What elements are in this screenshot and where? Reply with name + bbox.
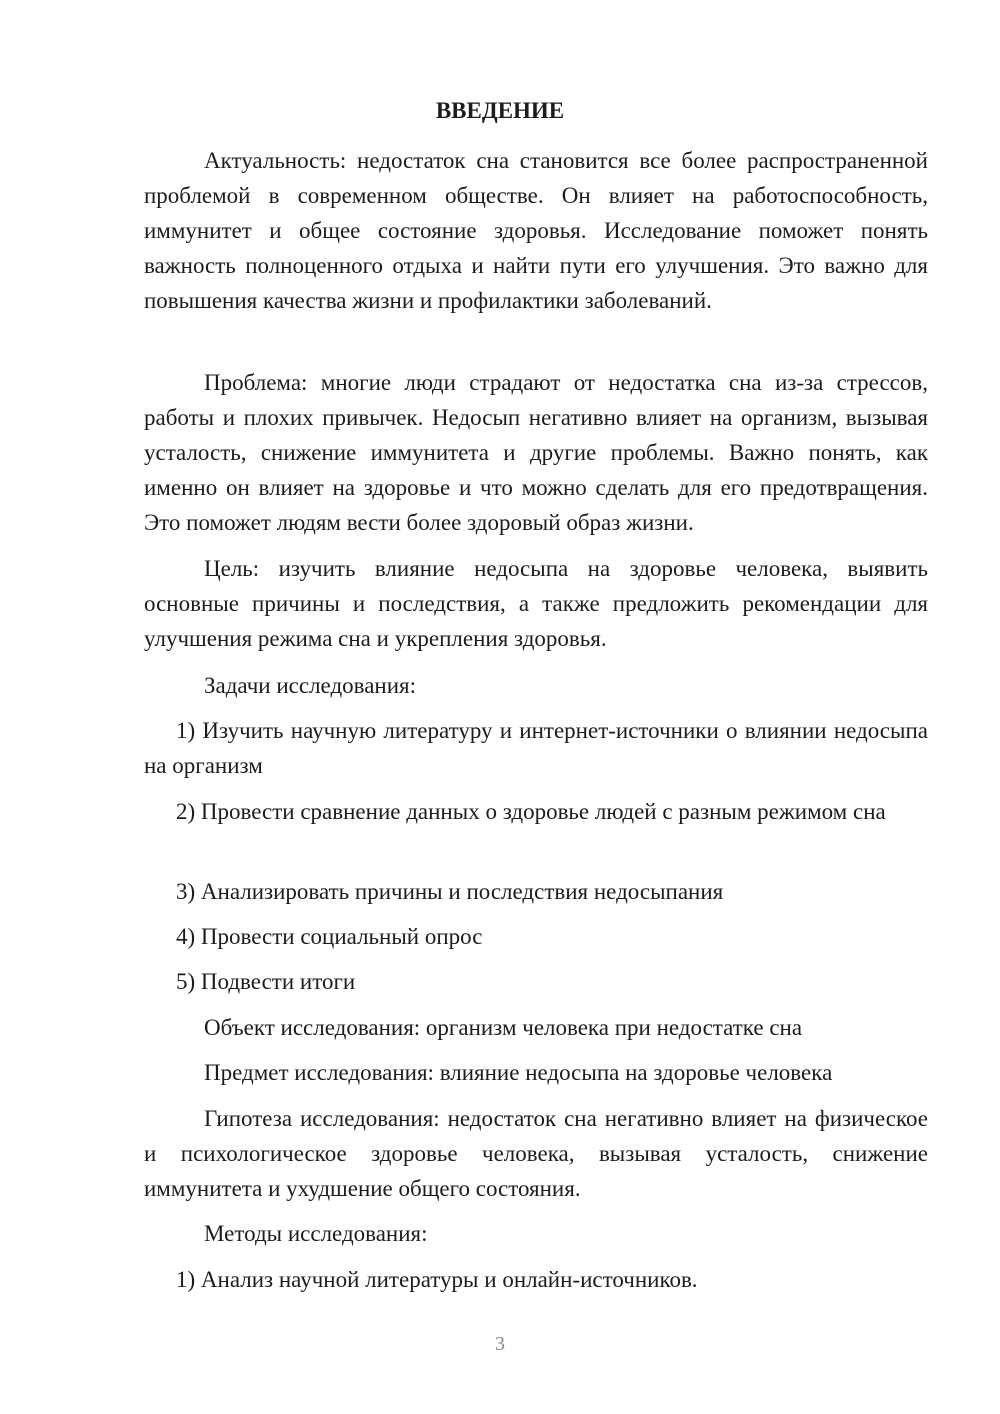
task-item-3: 3) Анализировать причины и последствия недосыпания	[176, 879, 724, 904]
tasks-heading: Задачи исследования:	[204, 673, 417, 698]
page-number: 3	[495, 1333, 505, 1355]
task-item-4: 4) Провести социальный опрос	[176, 924, 483, 949]
methods-heading: Методы исследования:	[204, 1221, 428, 1246]
problem-paragraph: Проблема: многие люди страдают от недостатка сна из-за стрессов, работы и плохих привычек. Недосып негативно влияет на организм, вызывая усталость, снижение иммунитета и другие проблемы. Важно понять, как именно он влияет на здоровье и что можно сделать для его предотвращения. Это поможет людям вести более здоровый образ жизни.	[144, 370, 928, 535]
research-subject: Предмет исследования: влияние недосыпа на здоровье человека	[204, 1060, 833, 1085]
task-item-2: 2) Провести сравнение данных о здоровье людей с разным режимом сна	[176, 799, 886, 824]
relevance-paragraph: Актуальность: недостаток сна становится все более распространенной проблемой в современном обществе. Он влияет на работоспособность, иммунитет и общее состояние здоровья. Исследование поможет понять важность полноценного отдыха и найти пути его улучшения. Это важно для повышения качества жизни и профилактики заболеваний.	[144, 148, 928, 313]
page-title: ВВЕДЕНИЕ	[435, 98, 565, 123]
task-item-1: 1) Изучить научную литературу и интернет-источники о влиянии недосыпа на организм	[144, 718, 928, 778]
research-object: Объект исследования: организм человека при недостатке сна	[204, 1015, 803, 1040]
hypothesis-paragraph: Гипотеза исследования: недостаток сна негативно влияет на физическое и психологическое здоровье человека, вызывая усталость, снижение иммунитета и ухудшение общего состояния.	[144, 1106, 928, 1201]
method-item-1: 1) Анализ научной литературы и онлайн-источников.	[176, 1267, 698, 1292]
goal-paragraph: Цель: изучить влияние недосыпа на здоровье человека, выявить основные причины и последствия, а также предложить рекомендации для улучшения режима сна и укрепления здоровья.	[144, 556, 928, 651]
task-item-5: 5) Подвести итоги	[176, 969, 356, 994]
